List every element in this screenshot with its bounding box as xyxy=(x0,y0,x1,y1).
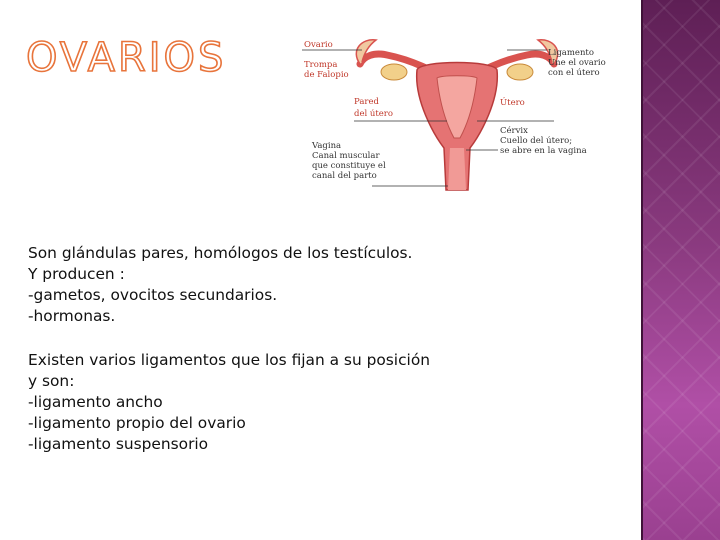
uterus-illustration xyxy=(302,30,612,200)
label-trompa: Trompa xyxy=(304,60,338,70)
label-vagina-3: que constituye el xyxy=(312,161,386,171)
label-utero: Útero xyxy=(500,98,525,108)
label-trompa-2: de Falopio xyxy=(304,70,349,80)
label-ovario: Ovario xyxy=(304,40,333,50)
left-ovary xyxy=(381,64,407,80)
label-cervix-2: Cuello del útero; xyxy=(500,136,573,146)
paragraph-line: -hormonas. xyxy=(28,307,116,325)
paragraph-line: -ligamento propio del ovario xyxy=(28,414,246,432)
decorative-side-band xyxy=(641,0,720,540)
label-ligamento-2: Une el ovario xyxy=(548,58,606,68)
paragraph-line: Son glándulas pares, homólogos de los testículos. xyxy=(28,244,413,262)
paragraph-line: Existen varios ligamentos que los fijan a su posición xyxy=(28,351,430,369)
paragraph-line: -ligamento ancho xyxy=(28,393,163,411)
label-ligamento-3: con el útero xyxy=(548,68,600,78)
paragraph-line: -ligamento suspensorio xyxy=(28,435,209,453)
uterus-diagram xyxy=(302,30,612,200)
label-cervix-3: se abre en la vagina xyxy=(500,146,587,156)
label-pared: Pared xyxy=(354,97,379,107)
slide-title: OVARIOS xyxy=(26,35,227,81)
paragraph-line: -gametos, ovocitos secundarios. xyxy=(28,286,278,304)
right-ovary xyxy=(507,64,533,80)
paragraph-gap xyxy=(28,327,588,350)
label-ligamento: Ligamento xyxy=(548,48,594,58)
body-text xyxy=(28,243,588,455)
paragraph-line: Y producen : xyxy=(28,265,125,283)
label-vagina-4: canal del parto xyxy=(312,171,377,181)
paragraph-line: y son: xyxy=(28,372,75,390)
vagina-canal xyxy=(448,148,466,190)
label-cervix: Cérvix xyxy=(500,126,528,136)
label-vagina: Vagina xyxy=(312,141,342,151)
label-vagina-2: Canal muscular xyxy=(312,151,380,161)
label-pared-2: del útero xyxy=(354,109,393,119)
